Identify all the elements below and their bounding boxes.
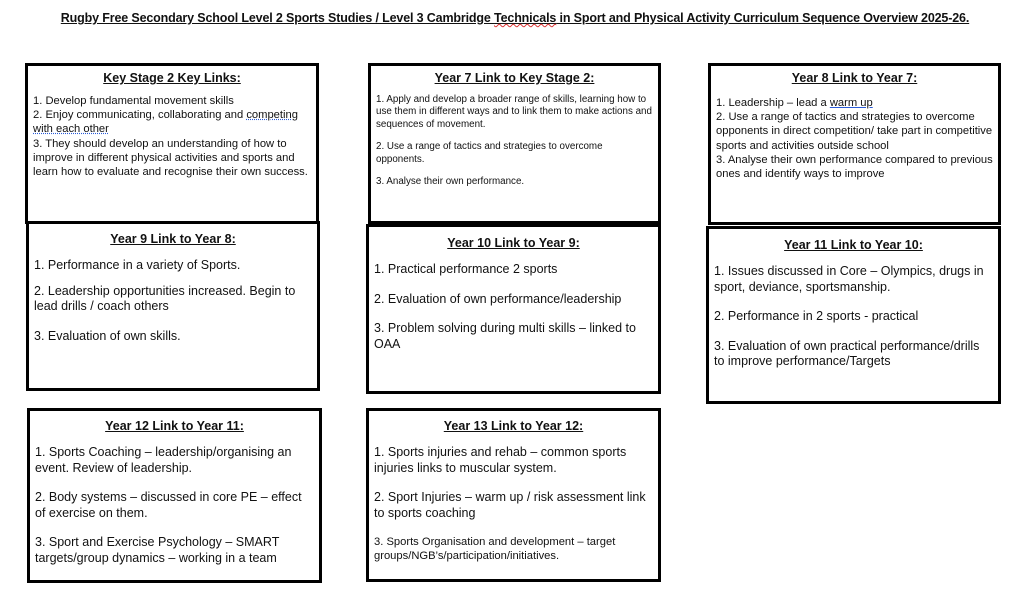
box-year-11 [706, 226, 1001, 404]
box-year-7 [368, 63, 661, 224]
list-item: 3. Sports Organisation and development – target groups/NGB’s/participation/initiatives. [374, 536, 616, 563]
title-text-2: in Sport and Physical Activity Curriculum Sequence Overview 2025-26. [556, 11, 970, 25]
box-heading: Year 10 Link to Year 9: [447, 236, 580, 250]
list-item: 1. Practical performance 2 sports [374, 262, 558, 276]
box-heading: Year 8 Link to Year 7: [791, 71, 918, 85]
list-item: 3. Sport and Exercise Psychology – SMART targets/group dynamics – working in a team [35, 535, 280, 565]
box-heading: Year 12 Link to Year 11: [105, 419, 244, 433]
box-heading: Year 13 Link to Year 12: [443, 419, 584, 433]
title-flagged-word: Technicals [494, 11, 557, 25]
list-item: 1. Sports injuries and rehab – common sports injuries links to muscular system. [374, 445, 627, 475]
box-heading: Key Stage 2 Key Links: [103, 71, 241, 85]
list-item: 1. Apply and develop a broader range of skills, learning how to use them in different ways and to link them to make actions and sequences of movement. [376, 94, 652, 130]
list-item: 3. Evaluation of own skills. [34, 328, 181, 343]
box-year-9 [26, 221, 320, 391]
list-item: 3. They should develop an understanding of how to improve in different physical activities and sports and learn how to evaluate and recognise their own success. [33, 137, 308, 179]
list-item: 2. Body systems – discussed in core PE – effect of exercise on them. [35, 490, 302, 520]
list-item: 1. Develop fundamental movement skills [33, 95, 234, 107]
list-item: 1. Performance in a variety of Sports. [34, 258, 241, 272]
list-item: 3. Analyse their own performance compared to previous ones and identify ways to improve [716, 153, 993, 181]
box-year-13 [366, 408, 661, 582]
list-item: 3. Evaluation of own practical performance/drills to improve performance/Targets [714, 338, 980, 368]
list-item: 2. Sport Injuries – warm up / risk assessment link to sports coaching [374, 490, 646, 520]
box-key-stage-2 [25, 63, 319, 224]
list-item: 2. Enjoy communicating, collaborating and competing with each other [33, 109, 298, 136]
box-heading: Year 11 Link to Year 10: [784, 238, 923, 252]
box-year-10 [366, 224, 661, 394]
list-item: 1. Issues discussed in Core – Olympics, drugs in sport, deviance, sportsmanship. [714, 264, 984, 294]
box-heading: Year 9 Link to Year 8: [110, 232, 236, 246]
box-year-12 [27, 408, 322, 583]
list-item: 1. Leadership – lead a warm up [716, 97, 873, 109]
list-item: 2. Use a range of tactics and strategies to overcome opponents in direct competition/ take part in competitive sports and activities outside school [716, 111, 993, 152]
grammar-flagged-text: competing with each other [33, 109, 298, 136]
document-title [40, 11, 990, 26]
box-heading: Year 7 Link to Key Stage 2: [434, 71, 595, 85]
list-item: 2. Use a range of tactics and strategies to overcome opponents. [376, 141, 603, 165]
list-item: 2. Evaluation of own performance/leadership [374, 291, 622, 306]
list-item: 3. Problem solving during multi skills – linked to OAA [374, 321, 636, 351]
list-item: 2. Leadership opportunities increased. Begin to lead drills / coach others [34, 283, 296, 313]
list-item: 1. Sports Coaching – leadership/organising an event. Review of leadership. [35, 445, 292, 475]
list-item: 2. Performance in 2 sports - practical [714, 309, 919, 323]
warm-up-link[interactable]: warm up [829, 97, 873, 109]
list-item: 3. Analyse their own performance. [376, 176, 525, 188]
box-year-8 [708, 63, 1001, 225]
title-text-1: Rugby Free Secondary School Level 2 Sports Studies / Level 3 Cambridge [60, 11, 495, 25]
